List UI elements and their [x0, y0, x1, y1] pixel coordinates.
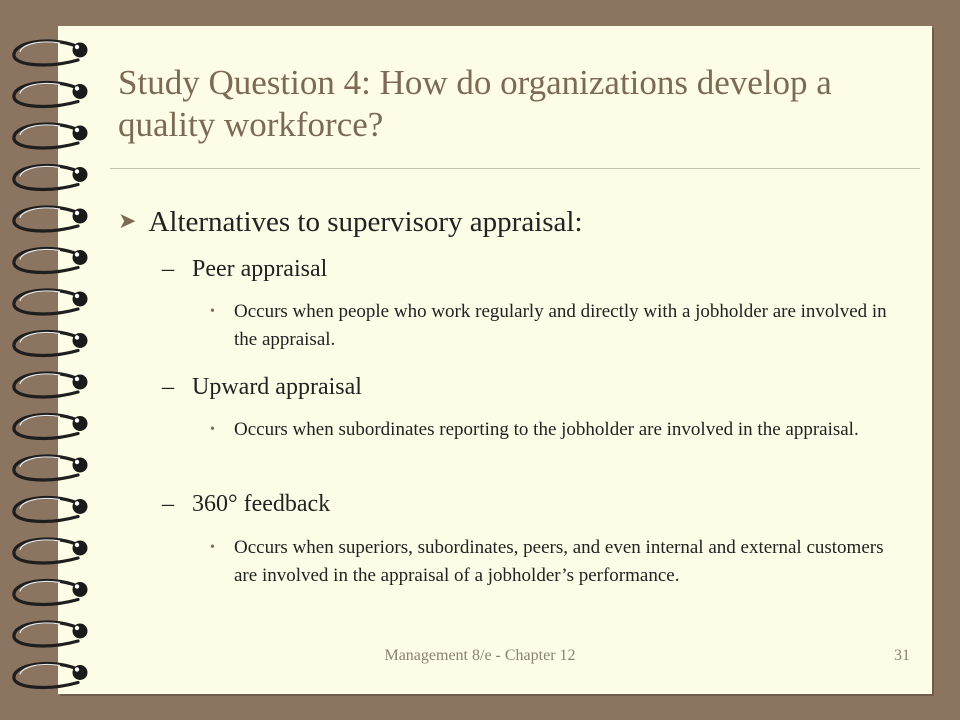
binding-ring-icon	[14, 332, 88, 356]
dot-bullet-icon: •	[210, 422, 215, 437]
binding-ring-icon	[14, 249, 88, 273]
item-upward-appraisal	[162, 372, 362, 402]
item-peer-appraisal-detail	[210, 298, 900, 354]
item-360-feedback	[162, 489, 330, 519]
item-detail: Occurs when superiors, subordinates, peers, and even internal and external customers are involved in the appraisal of a jobholder’s performance.	[234, 537, 884, 586]
binding-ring-icon	[14, 41, 88, 65]
dash-bullet-icon: –	[162, 256, 174, 282]
item-label: Peer appraisal	[192, 256, 328, 282]
binding-ring-icon	[14, 124, 88, 148]
arrowhead-bullet-icon: ➤	[118, 208, 137, 233]
binding-ring-icon	[14, 539, 88, 563]
binding-ring-icon	[14, 498, 88, 522]
dash-bullet-icon: –	[162, 374, 174, 400]
binding-ring-icon	[14, 166, 88, 190]
binding-ring-icon	[14, 207, 88, 231]
heading-bullet	[118, 204, 583, 242]
heading-bullet-text: Alternatives to supervisory appraisal:	[148, 206, 583, 238]
binding-ring-icon	[14, 290, 88, 314]
dash-bullet-icon: –	[162, 491, 174, 517]
dot-bullet-icon: •	[210, 304, 215, 319]
title-divider	[110, 168, 920, 169]
binding-ring-icon	[14, 622, 88, 646]
item-peer-appraisal	[162, 254, 327, 284]
item-upward-appraisal-detail	[210, 416, 900, 444]
item-label: 360° feedback	[192, 491, 331, 517]
binding-ring-icon	[14, 456, 88, 480]
item-detail: Occurs when subordinates reporting to the jobholder are involved in the appraisal.	[234, 419, 859, 440]
page-number: 31	[894, 647, 910, 664]
dot-bullet-icon: •	[210, 540, 215, 555]
binding-ring-icon	[14, 83, 88, 107]
item-360-feedback-detail	[210, 534, 900, 590]
item-label: Upward appraisal	[192, 374, 362, 400]
spiral-binding	[0, 0, 110, 720]
binding-ring-icon	[14, 373, 88, 397]
binding-ring-icon	[14, 415, 88, 439]
binding-ring-icon	[14, 664, 88, 688]
item-detail: Occurs when people who work regularly and directly with a jobholder are involved in the appraisal.	[234, 301, 887, 350]
slide-title: Study Question 4: How do organizations develop a quality workforce?	[118, 63, 832, 144]
slide-footer: Management 8/e - Chapter 12	[384, 647, 576, 664]
binding-ring-icon	[14, 581, 88, 605]
